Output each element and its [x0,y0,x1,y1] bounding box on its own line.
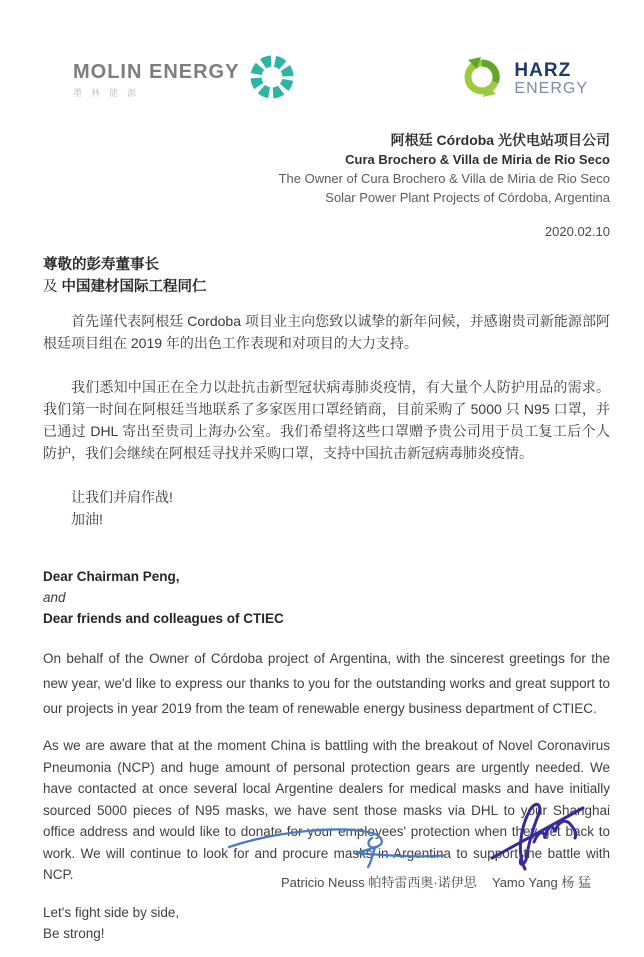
paragraph-en-2: As we are aware that at the moment China is battling with the breakout of Novel Coronavirus Pneumonia (NCP) and huge amount of personal protection gears are urgently needed. We have contacted at once several local Argentine dealers for medical masks and have initially sourced 5000 pieces of N95 masks, we have sent those masks via DHL to your Shanghai office address and would like to donate for your employees' protection when they get back to work. We will continue to look for and procure masks in Argentina to support the battle with NCP. [43,738,610,882]
recipient-en-title: Cura Brochero & Villa de Miria de Rio Seco [345,152,610,167]
harz-logo-text [514,61,588,98]
closing-lines [43,902,610,944]
recipient-cn-title: 阿根廷 Córdoba 光伏电站项目公司 [390,132,610,148]
signature-patricio-neuss [225,820,447,877]
salutation-en-line1: Dear Chairman Peng, [43,569,180,584]
recycle-arrows-icon [459,54,505,105]
paragraph-cn-1: 首先谨代表阿根廷 Cordoba 项目业主向您致以诚挚的新年问候，并感谢贵司新能源部阿根廷项目组在 2019 年的出色工作表现和对项目的大力支持。 [43,313,610,351]
harz-logo-line1: HARZ [514,60,572,81]
closing-line1: Let's fight side by side, [43,904,180,920]
signature-yamo-yang [486,794,592,879]
signature-name-right: Yamo Yang 杨 猛 [492,875,591,890]
salutation-en-and: and [43,590,66,605]
molin-energy-logo [73,52,297,107]
letter-page [0,52,644,957]
molin-logo-name: MOLIN ENERGY [73,60,240,83]
slogan-cn-1: 让我们并肩作战! [71,489,173,505]
closing-line2: Be strong! [43,925,105,941]
signature-name-left: Patricio Neuss 帕特雷西奥·诺伊思 [281,875,477,890]
recipient-block [43,131,610,207]
slogan-cn-2: 加油! [71,511,103,527]
salutation-cn-line2 [43,276,610,298]
harz-energy-logo [459,54,588,105]
paragraph-en-1: On behalf of the Owner of Córdoba project of Argentina, with the sincerest greetings for the new year, we'd like to express our thanks to you for the outstanding works and great support to our projects in year 2019 from the team of renewable energy business department of CTIEC. [43,651,610,716]
gear-ring-icon [247,52,297,107]
salutation-en-line2: Dear friends and colleagues of CTIEC [43,611,284,626]
molin-logo-chinese: 墨林能源 [73,87,146,98]
recipient-project-line: Solar Power Plant Projects of Córdoba, Argentina [325,190,610,205]
salutation-cn-main: 中国建材国际工程同仁 [61,279,207,295]
letter-header [43,52,610,107]
paragraph-cn-2: 我们悉知中国正在全力以赴抗击新型冠状病毒肺炎疫情，有大量个人防护用品的需求。我们第一时间在阿根廷当地联系了多家医用口罩经销商，目前采购了 5000 只 N95 口罩，并已通过 DHL 寄出至贵司上海办公室。我们希望将这些口罩赠予贵公司用于员工复工后个人防护，我们会继续在阿根廷寻找并采购口罩，支持中国抗击新冠病毒肺炎疫情。 [43,379,610,461]
molin-logo-text [73,61,239,99]
salutation-cn-prefix: 及 [43,279,62,295]
salutation-cn [43,254,610,298]
recipient-owner-line: The Owner of Cura Brochero & Villa de Miria de Rio Seco [278,171,610,186]
salutation-cn-line1: 尊敬的彭寿董事长 [43,257,159,273]
salutation-en [43,566,610,629]
harz-logo-line2: ENERGY [514,80,588,97]
letter-date: 2020.02.10 [544,224,610,239]
